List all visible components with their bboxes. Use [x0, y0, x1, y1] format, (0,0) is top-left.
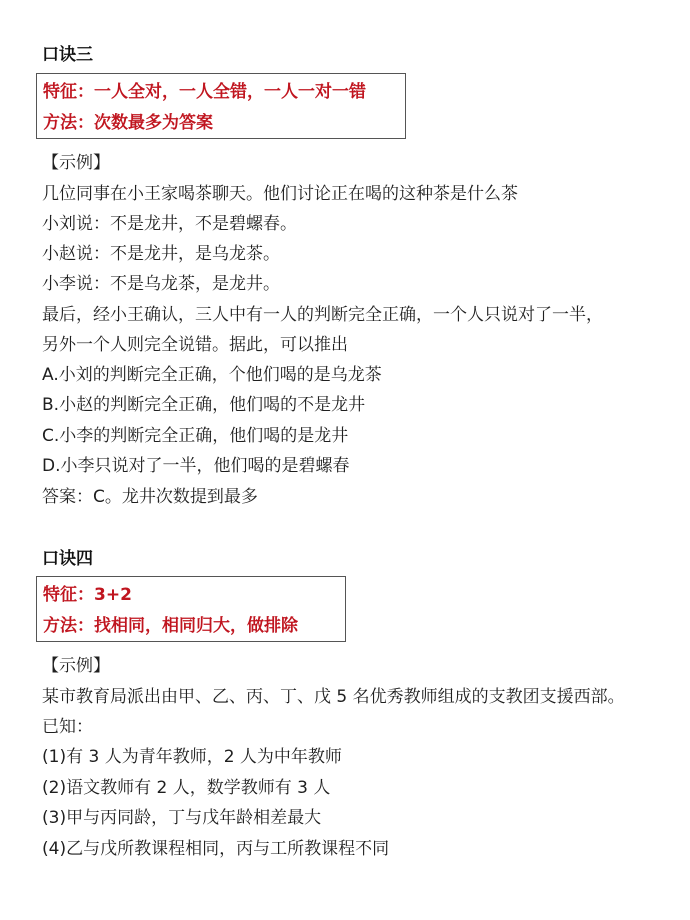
section3-option-c: C.小李的判断完全正确，他们喝的是龙井	[42, 426, 349, 446]
section4-condition: (2)语文教师有 2 人，数学教师有 3 人	[42, 778, 331, 798]
section3-option-a: A.小刘的判断完全正确，个他们喝的是乌龙茶	[42, 365, 382, 385]
section3-answer: 答案：C。龙井次数提到最多	[42, 487, 258, 507]
section3-heading: 口诀三	[42, 45, 93, 65]
section3-line: 小刘说：不是龙井，不是碧螺春。	[42, 214, 297, 234]
section3-option-b: B.小赵的判断完全正确，他们喝的不是龙井	[42, 395, 366, 415]
section4-condition: (1)有 3 人为青年教师，2 人为中年教师	[42, 747, 342, 767]
section3-method: 方法：次数最多为答案	[43, 113, 213, 133]
section3-feature: 特征：一人全对，一人全错，一人一对一错	[43, 82, 366, 102]
section4-feature: 特征：3+2	[43, 585, 132, 605]
section3-line: 小赵说：不是龙井，是乌龙茶。	[42, 244, 280, 264]
section3-rule-box	[36, 73, 406, 139]
section4-condition: (3)甲与丙同龄，丁与戊年龄相差最大	[42, 808, 322, 828]
section4-rule-box	[36, 576, 346, 642]
section4-example-tag: 【示例】	[42, 656, 110, 676]
section3-option-d: D.小李只说对了一半，他们喝的是碧螺春	[42, 456, 350, 476]
section4-method: 方法：找相同，相同归大，做排除	[43, 616, 298, 636]
section3-line: 最后，经小王确认，三人中有一人的判断完全正确，一个人只说对了一半，	[42, 305, 603, 325]
section3-example-tag: 【示例】	[42, 153, 110, 173]
section3-line: 另外一个人则完全说错。据此，可以推出	[42, 335, 348, 355]
section3-line: 几位同事在小王家喝茶聊天。他们讨论正在喝的这种茶是什么茶	[42, 184, 518, 204]
section4-line: 已知：	[42, 717, 93, 737]
section4-condition: (4)乙与戊所教课程相同，丙与工所教课程不同	[42, 839, 390, 859]
section4-line: 某市教育局派出由甲、乙、丙、丁、戊 5 名优秀教师组成的支教团支援西部。	[42, 687, 625, 707]
section3-line: 小李说：不是乌龙茶，是龙井。	[42, 274, 280, 294]
section4-heading: 口诀四	[42, 549, 93, 569]
